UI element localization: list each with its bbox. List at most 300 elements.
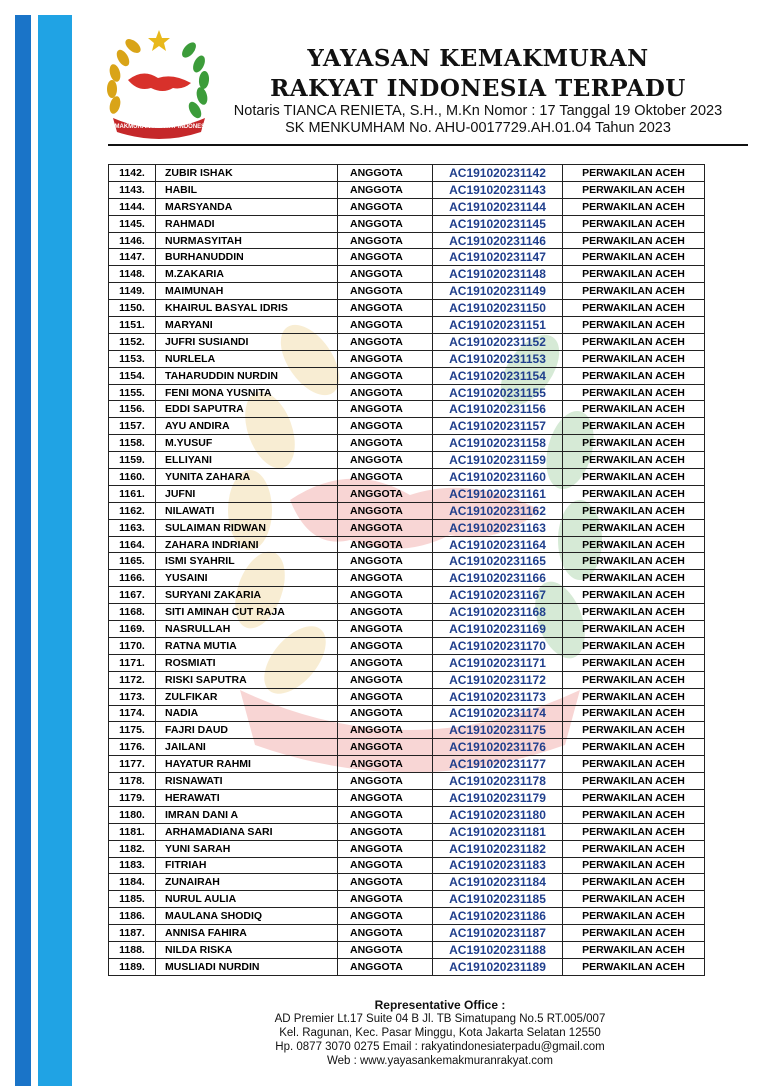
member-id: AC191020231161 [433,485,563,502]
table-row [109,823,705,840]
member-name: ZAHARA INDRIANI [156,536,338,553]
member-name: AYU ANDIRA [156,418,338,435]
member-role: ANGGOTA [338,739,433,756]
member-representation: PERWAKILAN ACEH [563,333,705,350]
table-row [109,891,705,908]
member-id: AC191020231164 [433,536,563,553]
table-row [109,384,705,401]
logo-text: YAYASAN KEMAKMURAN RAKYAT INDONESIA TERPADU [76,124,242,130]
member-role: ANGGOTA [338,384,433,401]
member-name: M.ZAKARIA [156,266,338,283]
table-row [109,283,705,300]
member-role: ANGGOTA [338,891,433,908]
member-id: AC191020231181 [433,823,563,840]
member-name: TAHARUDDIN NURDIN [156,367,338,384]
member-role: ANGGOTA [338,587,433,604]
member-representation: PERWAKILAN ACEH [563,891,705,908]
member-name: ROSMIATI [156,654,338,671]
member-role: ANGGOTA [338,604,433,621]
row-number: 1145. [109,215,156,232]
member-name: NILDA RISKA [156,941,338,958]
table-row [109,266,705,283]
member-name: FENI MONA YUSNITA [156,384,338,401]
member-id: AC191020231168 [433,604,563,621]
row-number: 1146. [109,232,156,249]
member-role: ANGGOTA [338,519,433,536]
row-number: 1155. [109,384,156,401]
member-id: AC191020231145 [433,215,563,232]
footer-district-line: Kel. Ragunan, Kec. Pasar Minggu, Kota Jakarta Selatan 12550 [279,1027,601,1039]
member-representation: PERWAKILAN ACEH [563,773,705,790]
member-role: ANGGOTA [338,925,433,942]
row-number: 1172. [109,671,156,688]
member-name: YUNITA ZAHARA [156,469,338,486]
member-representation: PERWAKILAN ACEH [563,925,705,942]
member-representation: PERWAKILAN ACEH [563,688,705,705]
member-name: ZUNAIRAH [156,874,338,891]
row-number: 1179. [109,789,156,806]
member-name: HAYATUR RAHMI [156,756,338,773]
member-name: MAULANA SHODIQ [156,908,338,925]
member-role: ANGGOTA [338,958,433,975]
member-role: ANGGOTA [338,840,433,857]
member-id: AC191020231188 [433,941,563,958]
member-id: AC191020231165 [433,553,563,570]
table-row [109,773,705,790]
member-role: ANGGOTA [338,283,433,300]
member-representation: PERWAKILAN ACEH [563,705,705,722]
table-row [109,519,705,536]
member-id: AC191020231180 [433,806,563,823]
member-name: MARYANI [156,317,338,334]
member-role: ANGGOTA [338,181,433,198]
row-number: 1161. [109,485,156,502]
table-row [109,688,705,705]
row-number: 1181. [109,823,156,840]
member-role: ANGGOTA [338,317,433,334]
member-id: AC191020231172 [433,671,563,688]
row-number: 1173. [109,688,156,705]
row-number: 1144. [109,198,156,215]
member-role: ANGGOTA [338,688,433,705]
member-role: ANGGOTA [338,823,433,840]
member-role: ANGGOTA [338,570,433,587]
member-id: AC191020231157 [433,418,563,435]
member-representation: PERWAKILAN ACEH [563,874,705,891]
member-name: MUSLIADI NURDIN [156,958,338,975]
footer-title: Representative Office : [374,998,506,1012]
member-role: ANGGOTA [338,874,433,891]
member-name: BURHANUDDIN [156,249,338,266]
member-role: ANGGOTA [338,165,433,182]
member-name: HABIL [156,181,338,198]
member-role: ANGGOTA [338,232,433,249]
row-number: 1151. [109,317,156,334]
member-role: ANGGOTA [338,671,433,688]
member-id: AC191020231160 [433,469,563,486]
member-role: ANGGOTA [338,452,433,469]
member-name: IMRAN DANI A [156,806,338,823]
row-number: 1187. [109,925,156,942]
table-row [109,570,705,587]
member-representation: PERWAKILAN ACEH [563,908,705,925]
member-name: ANNISA FAHIRA [156,925,338,942]
member-representation: PERWAKILAN ACEH [563,722,705,739]
member-id: AC191020231146 [433,232,563,249]
row-number: 1147. [109,249,156,266]
table-row [109,739,705,756]
member-id: AC191020231176 [433,739,563,756]
member-name: NASRULLAH [156,621,338,638]
member-representation: PERWAKILAN ACEH [563,536,705,553]
table-row [109,435,705,452]
member-representation: PERWAKILAN ACEH [563,367,705,384]
member-role: ANGGOTA [338,401,433,418]
member-role: ANGGOTA [338,637,433,654]
member-name: JAILANI [156,739,338,756]
member-id: AC191020231189 [433,958,563,975]
table-row [109,469,705,486]
row-number: 1149. [109,283,156,300]
member-id: AC191020231184 [433,874,563,891]
table-row [109,401,705,418]
row-number: 1171. [109,654,156,671]
member-id: AC191020231149 [433,283,563,300]
member-representation: PERWAKILAN ACEH [563,654,705,671]
table-row [109,502,705,519]
member-id: AC191020231156 [433,401,563,418]
row-number: 1166. [109,570,156,587]
table-row [109,198,705,215]
table-row [109,908,705,925]
member-name: MAIMUNAH [156,283,338,300]
member-representation: PERWAKILAN ACEH [563,621,705,638]
side-bar-dark-blue [15,15,31,1086]
member-id: AC191020231158 [433,435,563,452]
table-row [109,232,705,249]
member-representation: PERWAKILAN ACEH [563,789,705,806]
table-row [109,705,705,722]
member-representation: PERWAKILAN ACEH [563,857,705,874]
member-name: NILAWATI [156,502,338,519]
member-representation: PERWAKILAN ACEH [563,435,705,452]
member-representation: PERWAKILAN ACEH [563,215,705,232]
member-role: ANGGOTA [338,350,433,367]
member-representation: PERWAKILAN ACEH [563,587,705,604]
member-representation: PERWAKILAN ACEH [563,553,705,570]
member-role: ANGGOTA [338,536,433,553]
member-id: AC191020231179 [433,789,563,806]
member-role: ANGGOTA [338,908,433,925]
member-name: ZUBIR ISHAK [156,165,338,182]
member-representation: PERWAKILAN ACEH [563,249,705,266]
member-representation: PERWAKILAN ACEH [563,570,705,587]
member-id: AC191020231151 [433,317,563,334]
table-row [109,958,705,975]
member-name: JUFRI SUSIANDI [156,333,338,350]
member-id: AC191020231148 [433,266,563,283]
member-name: SULAIMAN RIDWAN [156,519,338,536]
row-number: 1148. [109,266,156,283]
member-id: AC191020231169 [433,621,563,638]
member-name: RAHMADI [156,215,338,232]
member-role: ANGGOTA [338,367,433,384]
member-representation: PERWAKILAN ACEH [563,671,705,688]
table-row [109,925,705,942]
member-representation: PERWAKILAN ACEH [563,452,705,469]
member-representation: PERWAKILAN ACEH [563,756,705,773]
member-representation: PERWAKILAN ACEH [563,350,705,367]
row-number: 1178. [109,773,156,790]
member-id: AC191020231177 [433,756,563,773]
member-id: AC191020231144 [433,198,563,215]
member-role: ANGGOTA [338,198,433,215]
member-role: ANGGOTA [338,789,433,806]
member-id: AC191020231163 [433,519,563,536]
member-representation: PERWAKILAN ACEH [563,283,705,300]
member-table [108,164,705,976]
row-number: 1143. [109,181,156,198]
member-name: ZULFIKAR [156,688,338,705]
member-name: NURLELA [156,350,338,367]
table-row [109,485,705,502]
member-name: HERAWATI [156,789,338,806]
member-representation: PERWAKILAN ACEH [563,198,705,215]
member-name: RATNA MUTIA [156,637,338,654]
member-name: ARHAMADIANA SARI [156,823,338,840]
member-name: SURYANI ZAKARIA [156,587,338,604]
side-bar-light-blue [38,15,72,1086]
member-representation: PERWAKILAN ACEH [563,502,705,519]
foundation-logo-icon [76,28,242,138]
row-number: 1188. [109,941,156,958]
member-id: AC191020231143 [433,181,563,198]
member-role: ANGGOTA [338,502,433,519]
table-row [109,553,705,570]
member-representation: PERWAKILAN ACEH [563,806,705,823]
member-representation: PERWAKILAN ACEH [563,300,705,317]
member-role: ANGGOTA [338,722,433,739]
member-role: ANGGOTA [338,435,433,452]
row-number: 1167. [109,587,156,604]
table-row [109,317,705,334]
member-role: ANGGOTA [338,941,433,958]
member-role: ANGGOTA [338,266,433,283]
table-row [109,367,705,384]
member-representation: PERWAKILAN ACEH [563,266,705,283]
row-number: 1177. [109,756,156,773]
member-id: AC191020231187 [433,925,563,942]
table-row [109,165,705,182]
table-row [109,806,705,823]
row-number: 1185. [109,891,156,908]
row-number: 1163. [109,519,156,536]
member-name: YUNI SARAH [156,840,338,857]
footer-contact-line: Hp. 0877 3070 0275 Email : rakyatindonesiaterpadu@gmail.com [275,1041,605,1053]
member-role: ANGGOTA [338,806,433,823]
row-number: 1169. [109,621,156,638]
row-number: 1142. [109,165,156,182]
table-row [109,637,705,654]
table-row [109,418,705,435]
member-representation: PERWAKILAN ACEH [563,384,705,401]
member-representation: PERWAKILAN ACEH [563,958,705,975]
member-representation: PERWAKILAN ACEH [563,469,705,486]
member-id: AC191020231153 [433,350,563,367]
member-id: AC191020231186 [433,908,563,925]
row-number: 1158. [109,435,156,452]
member-representation: PERWAKILAN ACEH [563,604,705,621]
member-name: JUFNI [156,485,338,502]
member-role: ANGGOTA [338,857,433,874]
member-name: KHAIRUL BASYAL IDRIS [156,300,338,317]
table-row [109,654,705,671]
row-number: 1168. [109,604,156,621]
member-name: ELLIYANI [156,452,338,469]
row-number: 1170. [109,637,156,654]
member-representation: PERWAKILAN ACEH [563,485,705,502]
header-divider [108,144,748,146]
header-subtitle-line2: SK MENKUMHAM No. AHU-0017729.AH.01.04 Tahun 2023 [285,120,671,136]
row-number: 1153. [109,350,156,367]
header-subtitle-line1: Notaris TIANCA RENIETA, S.H., M.Kn Nomor : 17 Tanggal 19 Oktober 2023 [233,103,723,119]
member-id: AC191020231174 [433,705,563,722]
member-representation: PERWAKILAN ACEH [563,739,705,756]
member-id: AC191020231185 [433,891,563,908]
footer [160,998,720,1068]
member-role: ANGGOTA [338,553,433,570]
member-name: ISMI SYAHRIL [156,553,338,570]
member-representation: PERWAKILAN ACEH [563,165,705,182]
member-role: ANGGOTA [338,215,433,232]
row-number: 1176. [109,739,156,756]
table-row [109,756,705,773]
row-number: 1174. [109,705,156,722]
member-id: AC191020231167 [433,587,563,604]
member-name: RISNAWATI [156,773,338,790]
row-number: 1156. [109,401,156,418]
member-id: AC191020231150 [433,300,563,317]
member-role: ANGGOTA [338,333,433,350]
member-role: ANGGOTA [338,756,433,773]
row-number: 1186. [109,908,156,925]
member-name: MARSYANDA [156,198,338,215]
member-representation: PERWAKILAN ACEH [563,941,705,958]
member-name: FITRIAH [156,857,338,874]
member-id: AC191020231170 [433,637,563,654]
table-row [109,452,705,469]
member-id: AC191020231166 [433,570,563,587]
member-role: ANGGOTA [338,485,433,502]
member-representation: PERWAKILAN ACEH [563,232,705,249]
footer-address-line: AD Premier Lt.17 Suite 04 B Jl. TB Simatupang No.5 RT.005/007 [274,1013,606,1025]
table-row [109,587,705,604]
member-role: ANGGOTA [338,773,433,790]
table-row [109,789,705,806]
member-id: AC191020231154 [433,367,563,384]
member-id: AC191020231152 [433,333,563,350]
member-id: AC191020231178 [433,773,563,790]
table-row [109,181,705,198]
table-row [109,621,705,638]
member-name: NURMASYITAH [156,232,338,249]
member-id: AC191020231162 [433,502,563,519]
member-representation: PERWAKILAN ACEH [563,840,705,857]
member-name: RISKI SAPUTRA [156,671,338,688]
member-id: AC191020231155 [433,384,563,401]
member-id: AC191020231147 [433,249,563,266]
header-title-line2: RAKYAT INDONESIA TERPADU [270,75,686,102]
member-representation: PERWAKILAN ACEH [563,637,705,654]
table-row [109,333,705,350]
member-name: NADIA [156,705,338,722]
header-title [218,44,738,104]
header-title-line1: YAYASAN KEMAKMURAN [307,45,649,72]
member-representation: PERWAKILAN ACEH [563,519,705,536]
table-row [109,604,705,621]
row-number: 1180. [109,806,156,823]
table-row [109,536,705,553]
row-number: 1184. [109,874,156,891]
row-number: 1160. [109,469,156,486]
table-row [109,840,705,857]
row-number: 1182. [109,840,156,857]
member-role: ANGGOTA [338,654,433,671]
row-number: 1164. [109,536,156,553]
row-number: 1165. [109,553,156,570]
table-row [109,722,705,739]
table-row [109,874,705,891]
member-role: ANGGOTA [338,418,433,435]
member-id: AC191020231175 [433,722,563,739]
table-row [109,249,705,266]
footer-web-line: Web : www.yayasankemakmuranrakyat.com [326,1055,554,1067]
member-role: ANGGOTA [338,249,433,266]
row-number: 1162. [109,502,156,519]
member-name: SITI AMINAH CUT RAJA [156,604,338,621]
table-row [109,941,705,958]
member-role: ANGGOTA [338,300,433,317]
member-id: AC191020231171 [433,654,563,671]
table-row [109,350,705,367]
table-row [109,857,705,874]
member-id: AC191020231183 [433,857,563,874]
member-name: NURUL AULIA [156,891,338,908]
member-id: AC191020231173 [433,688,563,705]
row-number: 1152. [109,333,156,350]
member-representation: PERWAKILAN ACEH [563,418,705,435]
member-id: AC191020231142 [433,165,563,182]
table-row [109,215,705,232]
row-number: 1150. [109,300,156,317]
table-row [109,671,705,688]
member-name: EDDI SAPUTRA [156,401,338,418]
row-number: 1183. [109,857,156,874]
member-representation: PERWAKILAN ACEH [563,401,705,418]
member-name: YUSAINI [156,570,338,587]
row-number: 1189. [109,958,156,975]
member-name: FAJRI DAUD [156,722,338,739]
row-number: 1159. [109,452,156,469]
row-number: 1175. [109,722,156,739]
member-role: ANGGOTA [338,705,433,722]
table-row [109,300,705,317]
row-number: 1154. [109,367,156,384]
member-role: ANGGOTA [338,621,433,638]
member-name: M.YUSUF [156,435,338,452]
member-representation: PERWAKILAN ACEH [563,181,705,198]
member-role: ANGGOTA [338,469,433,486]
